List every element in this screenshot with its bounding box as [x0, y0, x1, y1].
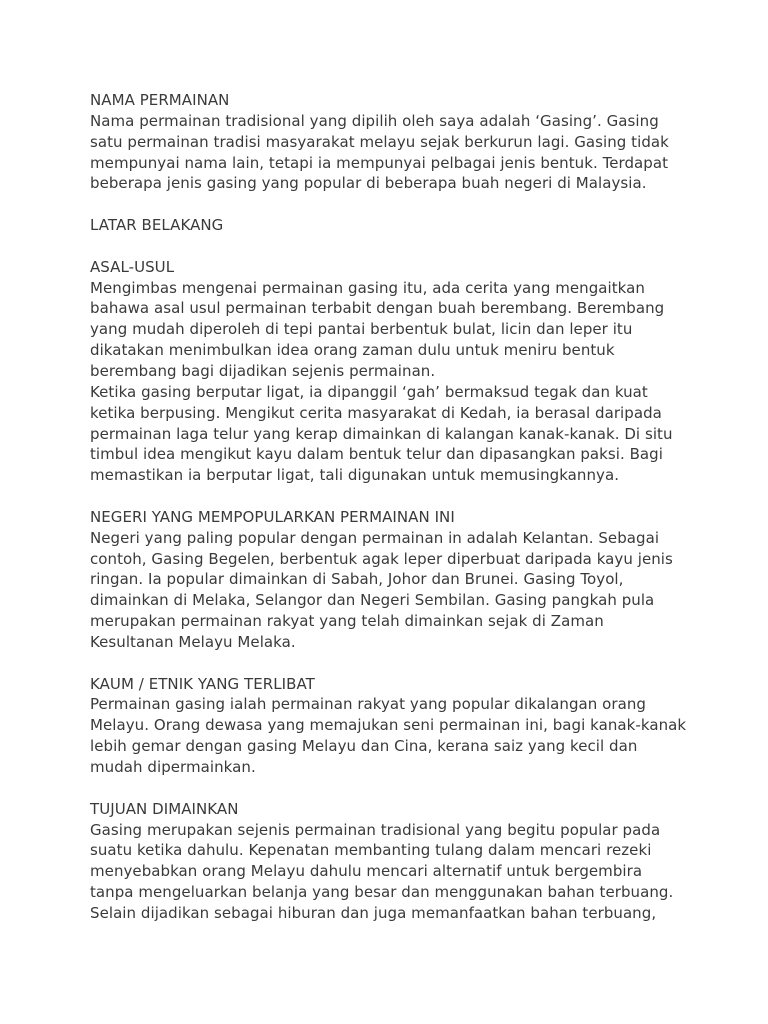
paragraph: Nama permainan tradisional yang dipilih oleh saya adalah ‘Gasing’. Gasing satu permainan tradisi masyarakat melayu sejak berkurun lagi. Gasing tidak mempunyai nama lain, tetapi ia mempunyai pelbagai jenis bentuk. Terdapat beberapa jenis gasing yang popular di beberapa buah negeri di Malaysia. [90, 111, 669, 193]
spacer [90, 194, 690, 215]
section-heading: ASAL-USUL [90, 257, 175, 276]
paragraph: Mengimbas mengenai permainan gasing itu, ada cerita yang mengaitkan bahawa asal usul permainan terbabit dengan buah berembang. Berembang yang mudah diperoleh di tepi pantai berbentuk bulat, licin dan leper itu dikatakan menimbulkan idea orang zaman dulu untuk meniru bentuk berembang bagi dijadikan sejenis permainan. [90, 278, 665, 380]
document-page [90, 90, 690, 924]
paragraph: Negeri yang paling popular dengan permainan in adalah Kelantan. Sebagai contoh, Gasing Begelen, berbentuk agak leper diperbuat daripada kayu jenis ringan. Ia popular dimainkan di Sabah, Johor dan Brunei. Gasing Toyol, dimainkan di Melaka, Selangor dan Negeri Sembilan. Gasing pangkah pula merupakan permainan rakyat yang telah dimainkan sejak di Zaman Kesultanan Melayu Melaka. [90, 528, 673, 651]
paragraph: Ketika gasing berputar ligat, ia dipanggil ‘gah’ bermaksud tegak dan kuat ketika berpusing. Mengikut cerita masyarakat di Kedah, ia berasal daripada permainan laga telur yang kerap dimainkan di kalangan kanak-kanak. Di situ timbul idea mengikut kayu dalam bentuk telur dan dipasangkan paksi. Bagi memastikan ia berputar ligat, tali digunakan untuk memusingkannya. [90, 382, 673, 485]
spacer [90, 653, 690, 674]
paragraph: Permainan gasing ialah permainan rakyat yang popular dikalangan orang Melayu. Orang dewasa yang memajukan seni permainan ini, bagi kanak-kanak lebih gemar dengan gasing Melayu dan Cina, kerana saiz yang kecil dan mudah dipermainkan. [90, 695, 687, 776]
section-heading: KAUM / ETNIK YANG TERLIBAT [90, 674, 315, 693]
section-heading: TUJUAN DIMAINKAN [90, 799, 239, 818]
section-nama-permainan [90, 90, 690, 194]
section-heading: NEGERI YANG MEMPOPULARKAN PERMAINAN INI [90, 507, 455, 526]
section-negeri [90, 507, 690, 653]
paragraph: Gasing merupakan sejenis permainan tradisional yang begitu popular pada suatu ketika dahulu. Kepenatan membanting tulang dalam mencari rezeki menyebabkan orang Melayu dahulu mencari alternatif untuk bergembira tanpa mengeluarkan belanja yang besar dan menggunakan bahan terbuang. Selain dijadikan sebagai hiburan dan juga memanfaatkan bahan terbuang, [90, 820, 674, 922]
section-asal-usul [90, 257, 690, 486]
section-kaum-etnik [90, 674, 690, 778]
section-latar-belakang [90, 215, 690, 236]
section-heading: LATAR BELAKANG [90, 216, 224, 235]
section-tujuan-dimainkan [90, 799, 690, 924]
spacer [90, 778, 690, 799]
spacer [90, 486, 690, 507]
spacer [90, 236, 690, 257]
section-heading: NAMA PERMAINAN [90, 91, 230, 109]
